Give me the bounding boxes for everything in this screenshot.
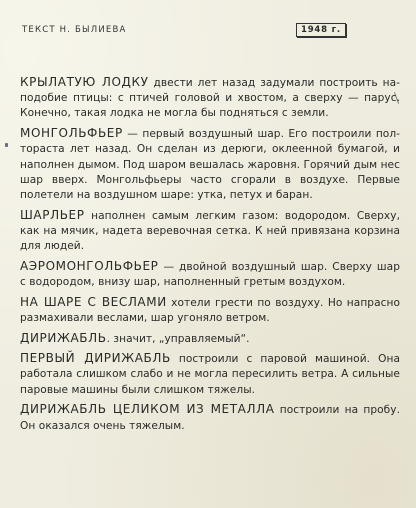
- author-credit: ТЕКСТ Н. БЫЛИЕВА: [22, 25, 127, 35]
- paragraph-charlier: [20, 208, 400, 255]
- paragraph-text: . значит, „управляемый“.: [106, 332, 250, 345]
- paragraph-heading: АЭРОМОНГОЛЬФЬЕР: [20, 258, 159, 273]
- paragraph-oar-balloon: [20, 295, 400, 326]
- paragraph-text: хотели грести по воздуху. Но напрасно размахивали веслами, шар угоняло ветром.: [20, 296, 400, 324]
- paragraph-text: построили на пробу. Он оказался очень тяжелым.: [20, 404, 400, 432]
- paragraph-text: двести лет назад задумали построить наподобие птицы: с птичей головой и хвостом, а сверху — парус. Конечно, такая лодка не могла бы подняться с земли.: [20, 77, 400, 120]
- paragraph-text: — двойной воздушный шар. Сверху шар с водородом, внизу шар, наполненный гретым воздухом.: [20, 260, 400, 288]
- paragraph-winged-boat: [20, 75, 400, 122]
- paragraph-aeromontgolfier: [20, 259, 400, 290]
- paragraph-heading: ДИРИЖАБЛЬ ЦЕЛИКОМ ИЗ МЕТАЛЛА: [20, 402, 275, 417]
- paragraph-heading: ШАРЛЬЕР: [20, 207, 85, 222]
- paragraph-first-dirigible: [20, 351, 400, 398]
- paragraph-text: — первый воздушный шар. Его построили полтораста лет назад. Он сделан из дерюги, оклеенной бумагой, и наполнен дымом. Под шаром вешалась жаровня. Горячий дым нес шар вверх. Монгольфьеры часто сгорали в воздухе. Первые полетели на воздушном шаре: утка, петух и баран.: [20, 128, 400, 201]
- paragraph-text: наполнен самым легким газом: водородом. Сверху, как на мячик, надета веревочная сетка. К ней привязана корзина для людей.: [20, 209, 400, 253]
- year-stamp: 1948 г.: [296, 23, 346, 37]
- paragraph-heading: НА ШАРЕ С ВЕСЛАМИ: [20, 294, 167, 309]
- article-body: [20, 75, 400, 438]
- paragraph-text: построили с паровой машиной. Она работала слишком слабо и не могла пересилить ветра. А сильные паровые машины были слишком тяжелы.: [20, 353, 400, 396]
- paragraph-heading: МОНГОЛЬФЬЕР: [20, 126, 123, 141]
- paragraph-metal-dirigible: [20, 402, 400, 433]
- paragraph-heading: ДИРИЖАБЛЬ: [20, 330, 107, 345]
- paragraph-montgolfier: [20, 126, 400, 203]
- paragraph-heading: КРЫЛАТУЮ ЛОДКУ: [20, 75, 149, 89]
- paragraph-heading: ПЕРВЫЙ ДИРИЖАБЛЬ: [20, 351, 171, 366]
- paragraph-dirigible: [20, 331, 400, 347]
- margin-mark: [5, 143, 8, 147]
